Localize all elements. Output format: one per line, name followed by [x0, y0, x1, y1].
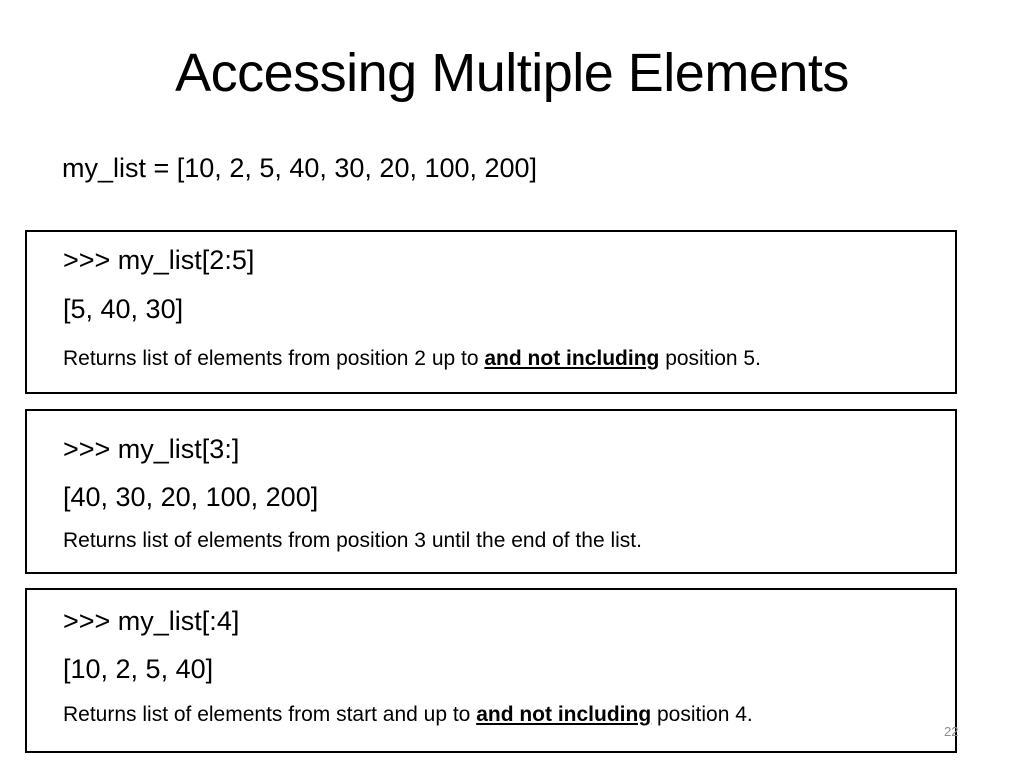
description-emphasis: and not including	[476, 703, 652, 726]
example-result: [10, 2, 5, 40]	[63, 654, 214, 684]
example-description: Returns list of elements from position 3 until the end of the list.	[63, 529, 642, 552]
example-box-slice-start-4	[25, 588, 957, 753]
example-description	[63, 345, 761, 373]
description-text-end: position 4.	[651, 703, 753, 726]
description-text: Returns list of elements from start and up to	[63, 703, 477, 726]
description-text: Returns list of elements from position 2 up to	[63, 347, 485, 370]
example-result: [5, 40, 30]	[63, 294, 184, 324]
list-definition: my_list = [10, 2, 5, 40, 30, 20, 100, 200]	[62, 153, 538, 183]
example-command: >>> my_list[3:]	[63, 434, 240, 464]
example-result: [40, 30, 20, 100, 200]	[63, 482, 319, 512]
example-box-slice-2-5	[25, 230, 957, 394]
example-command: >>> my_list[:4]	[63, 606, 240, 636]
example-description	[63, 701, 753, 729]
page-number: 22	[944, 724, 959, 739]
example-box-slice-3-end	[25, 409, 957, 574]
slide-title: Accessing Multiple Elements	[175, 43, 849, 103]
description-emphasis: and not including	[484, 347, 660, 370]
example-command: >>> my_list[2:5]	[63, 245, 255, 275]
description-text-end: position 5.	[659, 347, 761, 370]
